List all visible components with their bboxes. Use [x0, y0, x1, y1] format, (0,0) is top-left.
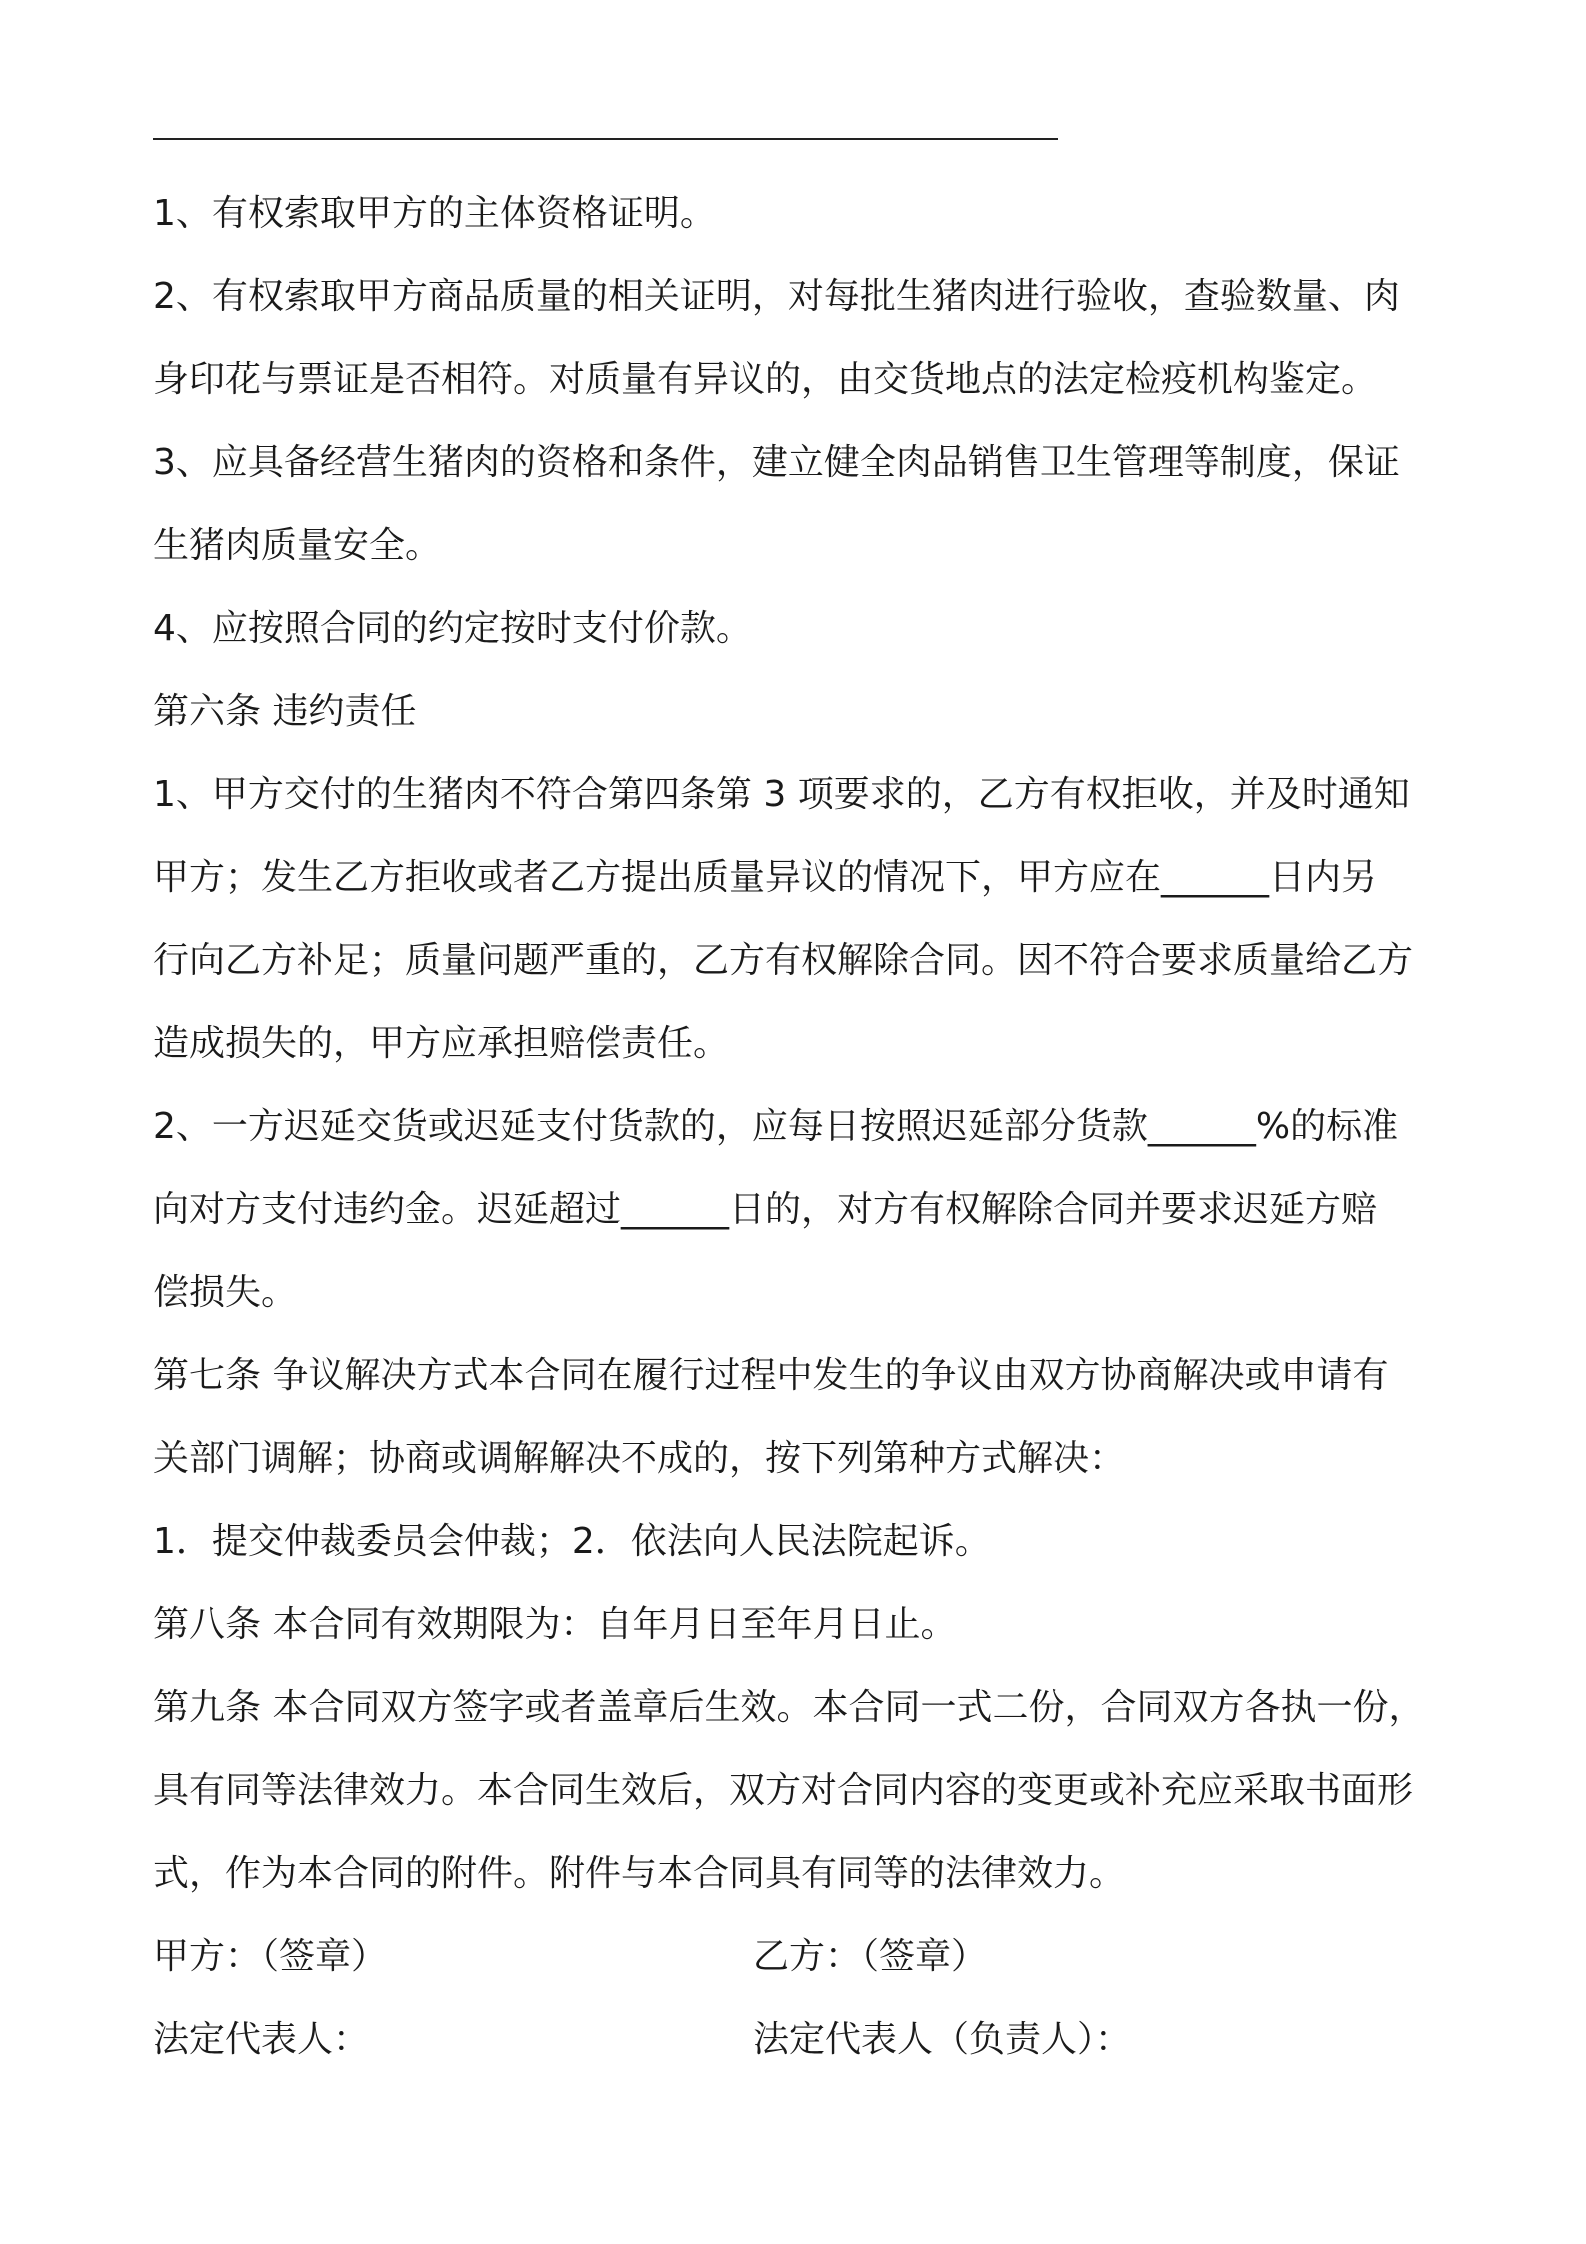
party-b-seal-label: 乙方：（签章） — [753, 1936, 988, 1977]
clause-line: 2、有权索取甲方商品质量的相关证明，对每批生猪肉进行验收，查验数量、肉 — [153, 276, 1400, 317]
clause-line: 生猪肉质量安全。 — [153, 525, 442, 566]
signature-rep-row — [153, 1998, 1453, 2081]
article-8-text: 第八条 本合同有效期限为：自年月日至年月日止。 — [153, 1604, 957, 1645]
party-a-rep-label: 法定代表人： — [153, 2019, 370, 2060]
clause-line: 向对方支付违约金。迟延超过______日的，对方有权解除合同并要求迟延方赔 — [153, 1189, 1378, 1230]
clause-line: 1、有权索取甲方的主体资格证明。 — [153, 193, 716, 234]
article-9-text: 第九条 本合同双方签字或者盖章后生效。本合同一式二份，合同双方各执一份， — [153, 1687, 1425, 1728]
clause-line: 2、一方迟延交货或迟延支付货款的，应每日按照迟延部分货款______%的标准 — [153, 1106, 1399, 1147]
clause-line: 1．提交仲裁委员会仲裁；2．依法向人民法院起诉。 — [153, 1521, 991, 1562]
clause-line: 1、甲方交付的生猪肉不符合第四条第 3 项要求的，乙方有权拒收，并及时通知 — [153, 774, 1410, 815]
clause-line: 甲方；发生乙方拒收或者乙方提出质量异议的情况下，甲方应在______日内另 — [153, 857, 1378, 898]
article-6-heading: 第六条 违约责任 — [153, 691, 417, 732]
article-7-text: 第七条 争议解决方式本合同在履行过程中发生的争议由双方协商解决或申请有 — [153, 1355, 1389, 1396]
contract-body — [153, 172, 1453, 2081]
clause-line: 行向乙方补足；质量问题严重的，乙方有权解除合同。因不符合要求质量给乙方 — [153, 940, 1414, 981]
top-divider — [153, 138, 1058, 140]
clause-line: 身印花与票证是否相符。对质量有异议的，由交货地点的法定检疫机构鉴定。 — [153, 359, 1378, 400]
party-a-seal-label: 甲方：（签章） — [153, 1936, 388, 1977]
party-b-rep-label: 法定代表人（负责人）： — [753, 2019, 1132, 2060]
signature-seal-row — [153, 1915, 1453, 1998]
clause-line: 偿损失。 — [153, 1272, 298, 1313]
clause-line: 4、应按照合同的约定按时支付价款。 — [153, 608, 752, 649]
clause-line: 关部门调解；协商或调解解决不成的，按下列第种方式解决： — [153, 1438, 1126, 1479]
clause-line: 造成损失的，甲方应承担赔偿责任。 — [153, 1023, 730, 1064]
clause-line: 具有同等法律效力。本合同生效后，双方对合同内容的变更或补充应采取书面形 — [153, 1770, 1414, 1811]
clause-line: 式，作为本合同的附件。附件与本合同具有同等的法律效力。 — [153, 1853, 1126, 1894]
clause-line: 3、应具备经营生猪肉的资格和条件，建立健全肉品销售卫生管理等制度，保证 — [153, 442, 1400, 483]
